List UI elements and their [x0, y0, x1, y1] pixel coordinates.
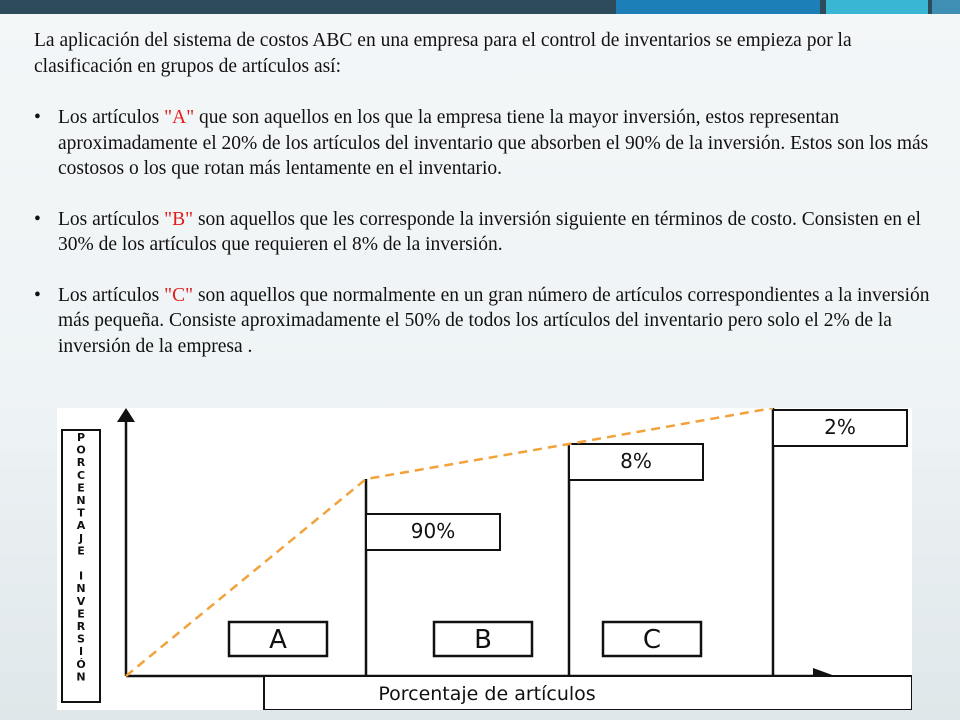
bullet-text: son aquellos que les corresponde la inversión siguiente en términos de costo. Consisten en el 30% de los artículos que requieren el 8% de la inversión.	[58, 208, 921, 255]
accent-bar-segment	[616, 0, 820, 14]
bullet-item-a	[34, 105, 934, 182]
y-axis-letter: S	[77, 632, 85, 646]
top-accent-bar	[0, 0, 960, 14]
y-axis-letter: J	[78, 531, 84, 545]
class-code: "C"	[164, 284, 194, 306]
y-axis-letter: E	[77, 607, 85, 621]
bullet-marker: •	[34, 107, 41, 128]
y-axis-letter: R	[76, 620, 86, 633]
x-axis-label: Porcentaje de artículos	[378, 683, 596, 705]
bullet-lead: Los artículos	[58, 208, 165, 230]
bullet-text: que son aquellos en los que la empresa tiene la mayor inversión, estos representan aproximadamente el 20% de los artículos del inventario que absorben el 90% de la inversión. Estos son los más costosos o los que rotan más lentamente en el inventario.	[58, 107, 929, 179]
y-axis-letter: O	[76, 443, 86, 457]
slide-text	[34, 28, 934, 384]
abc-diagram	[57, 408, 912, 710]
y-axis-letter: T	[77, 506, 85, 520]
y-axis-letter: V	[76, 594, 86, 608]
accent-bar-segment	[932, 0, 960, 14]
bullet-item-c	[34, 283, 934, 360]
y-axis-letter: E	[77, 481, 85, 495]
percent-label-a: 90%	[410, 519, 456, 543]
y-axis-letter: Ó	[76, 657, 86, 671]
percent-label-b: 8%	[620, 449, 652, 473]
bullet-lead: Los artículos	[58, 284, 165, 306]
y-axis-letter: N	[76, 670, 86, 684]
y-axis-letter: N	[76, 494, 86, 507]
bullet-marker: •	[34, 284, 41, 306]
intro-paragraph: La aplicación del sistema de costos ABC en una empresa para el control de inventarios se empieza por la clasificación en grupos de artículos así:	[34, 30, 852, 77]
bullet-item-b	[34, 207, 934, 258]
accent-bar-segment	[826, 0, 928, 14]
group-label-c: C	[642, 625, 662, 655]
y-axis-letter: N	[76, 582, 86, 596]
y-axis-letter: A	[76, 519, 86, 533]
y-axis-letter: R	[76, 456, 86, 470]
y-axis-arrowhead	[117, 408, 135, 422]
y-axis-letter: I	[78, 645, 84, 659]
percent-label-c: 2%	[824, 415, 856, 439]
y-axis-letter: C	[76, 468, 86, 482]
y-axis-letter: P	[76, 431, 86, 444]
bullet-marker: •	[34, 208, 41, 230]
abc-diagram-svg	[57, 408, 912, 710]
group-label-b: B	[474, 625, 492, 655]
bullet-text: son aquellos que normalmente en un gran número de artículos correspondientes a la inversión más pequeña. Consiste aproximadamente el 50% de todos los artículos del inventario pero solo el 2% de la inversión de la empresa .	[58, 284, 930, 357]
y-axis-letter: E	[77, 544, 85, 558]
y-axis-label	[76, 431, 85, 683]
class-code: "A"	[164, 107, 195, 128]
group-label-a: A	[269, 625, 287, 655]
class-code: "B"	[164, 208, 194, 230]
y-axis-letter: I	[78, 569, 84, 583]
bullet-lead: Los artículos	[58, 107, 165, 128]
